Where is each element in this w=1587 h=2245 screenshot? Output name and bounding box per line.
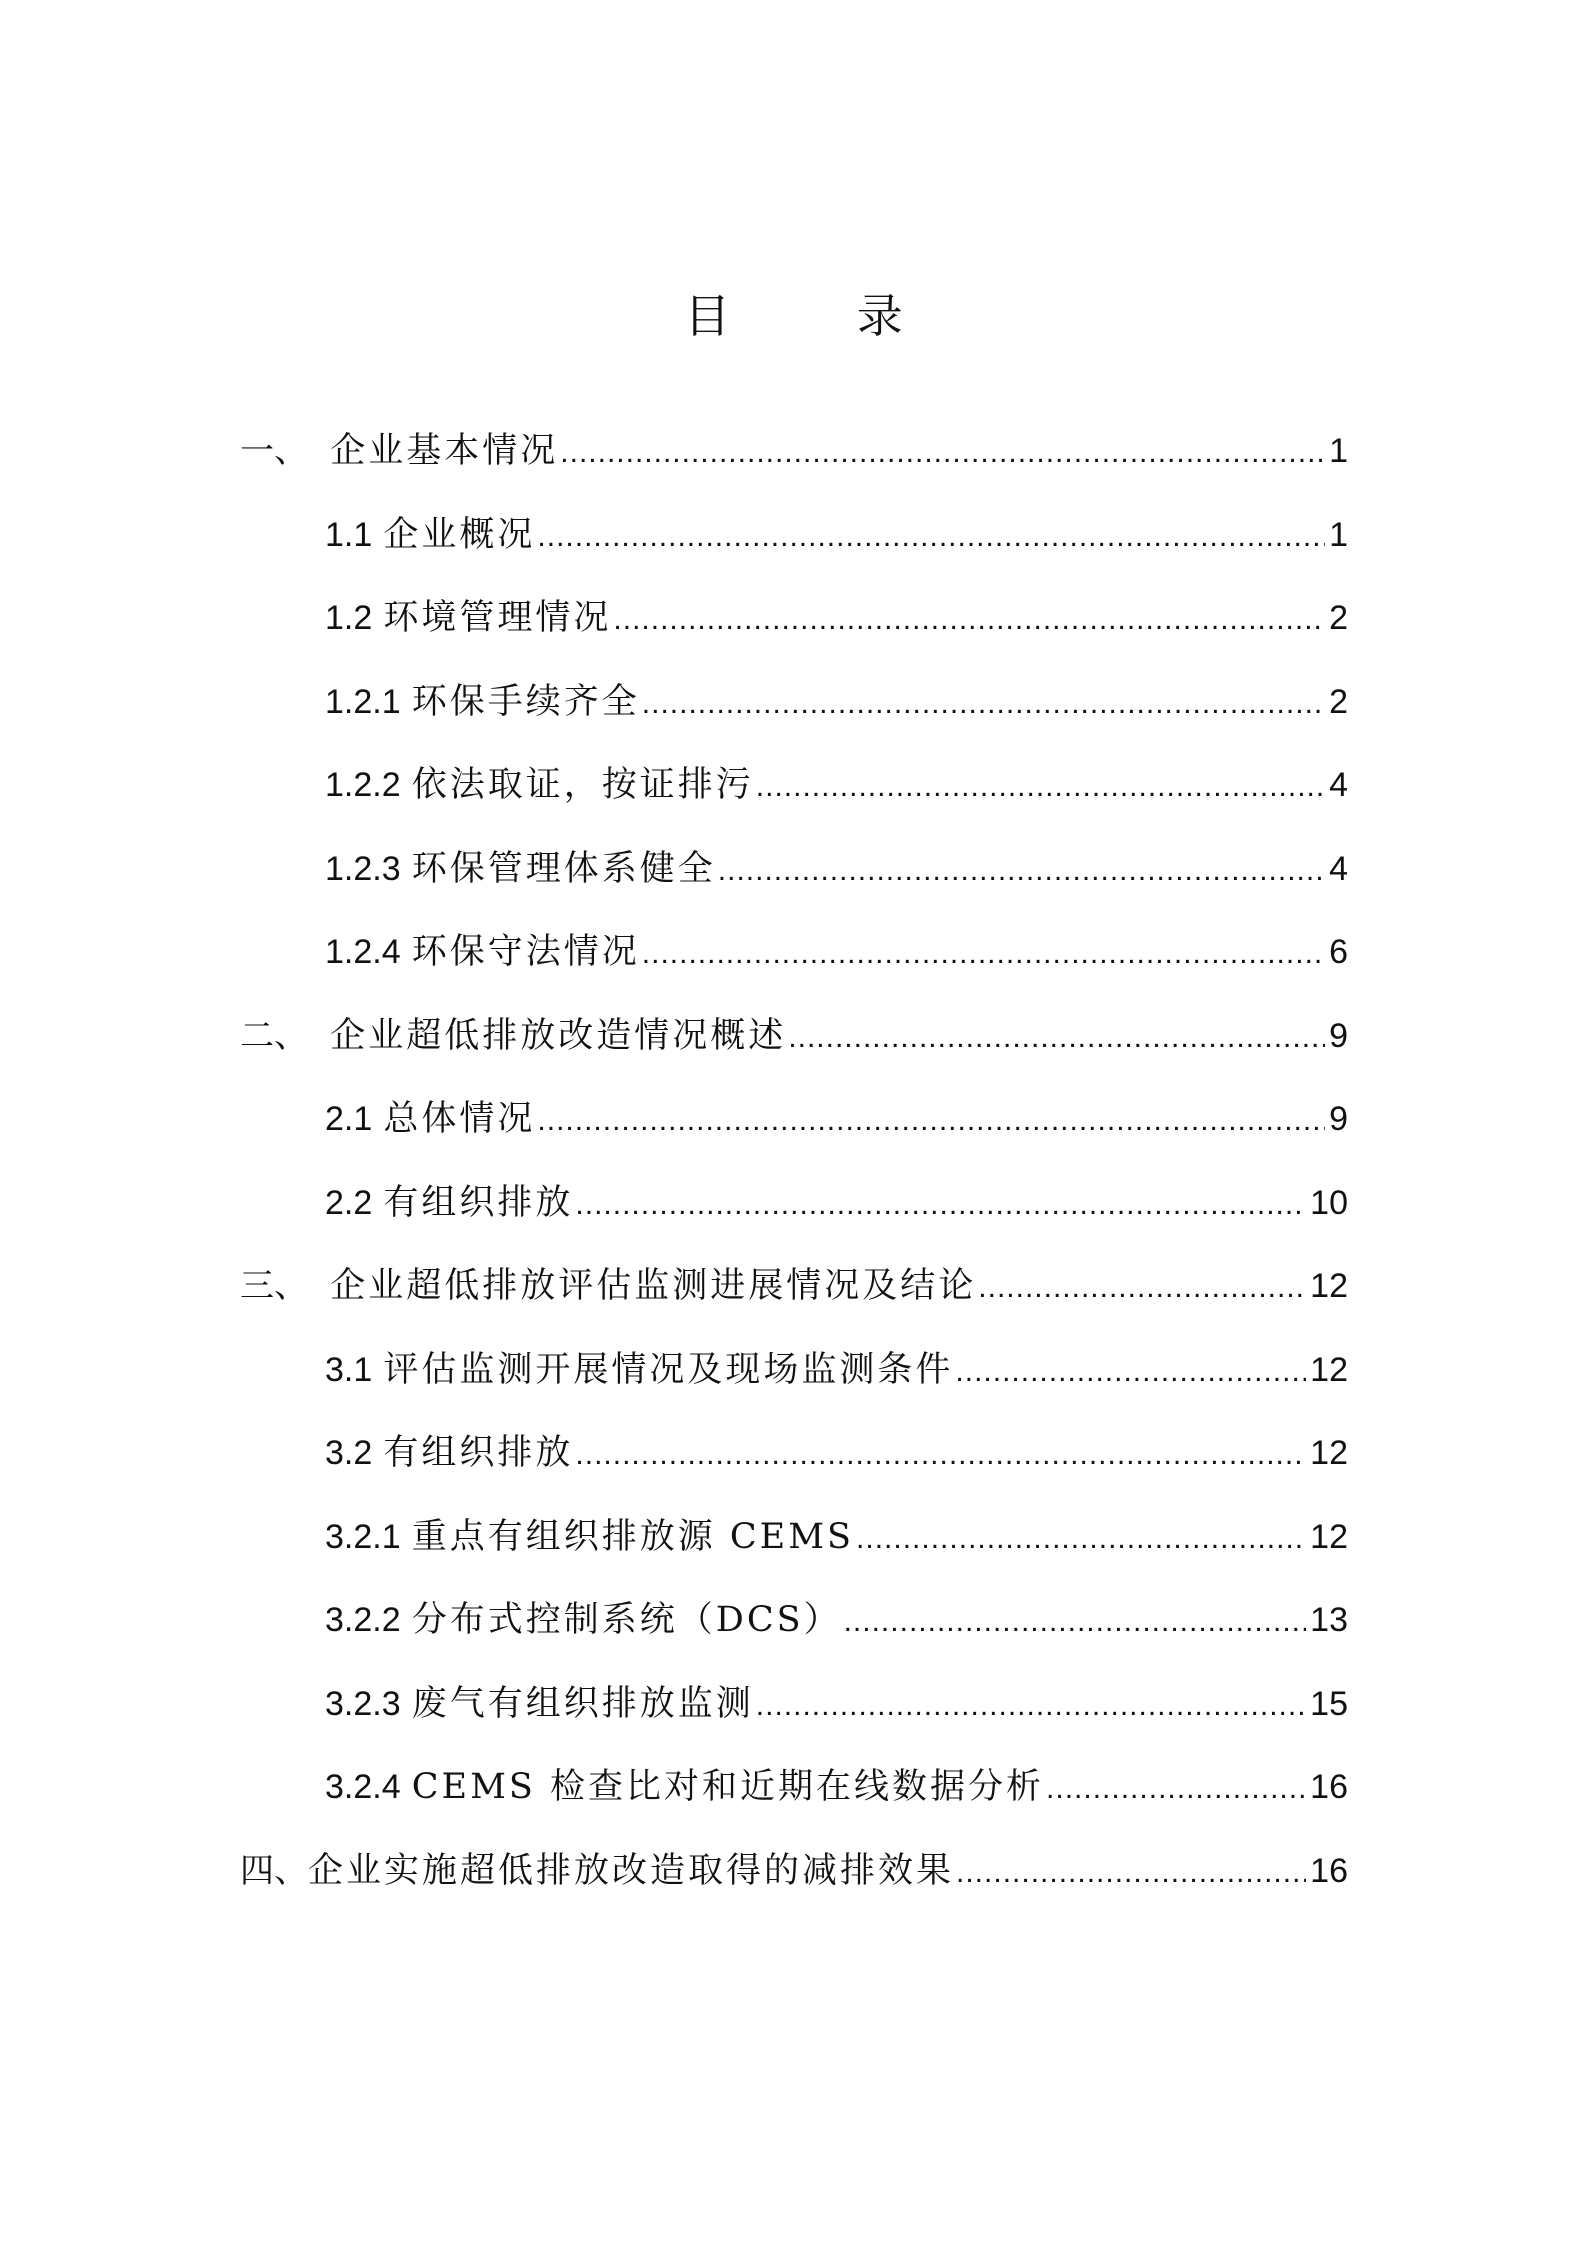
toc-entry-separator — [308, 995, 330, 1079]
toc-dot-leader — [955, 1330, 1306, 1414]
toc-page-number: 1 — [1329, 432, 1348, 470]
toc-page-number: 6 — [1329, 933, 1348, 971]
toc-entry-separator — [372, 1162, 383, 1246]
toc-dot-leader — [642, 662, 1325, 746]
toc-page-number: 12 — [1310, 1517, 1348, 1556]
toc-chapter-entry[interactable] — [240, 1830, 1348, 1914]
toc-section-entry[interactable] — [240, 577, 1348, 661]
toc-section-entry[interactable] — [240, 1579, 1348, 1663]
toc-entry-title: 依法取证，按证排污 — [411, 765, 754, 805]
toc-dot-leader — [856, 1497, 1306, 1581]
toc-entry-number: 四、 — [240, 1851, 308, 1890]
toc-entry-number: 1.2.1 — [325, 682, 401, 721]
toc-section-entry[interactable] — [240, 1496, 1348, 1580]
toc-page-number: 12 — [1310, 1434, 1348, 1472]
toc-dot-leader — [613, 578, 1325, 662]
toc-section-entry[interactable] — [240, 1078, 1348, 1162]
toc-page-number: 16 — [1310, 1851, 1348, 1890]
toc-dot-leader — [956, 1831, 1306, 1915]
toc-page-number: 9 — [1329, 1016, 1348, 1055]
toc-entry-title: 企业超低排放改造情况概述 — [330, 1015, 787, 1056]
toc-entry-title: CEMS 检查比对和近期在线数据分析 — [411, 1767, 1045, 1807]
toc-section-entry[interactable] — [240, 1746, 1348, 1830]
toc-entry-separator — [401, 828, 412, 912]
toc-entry-title: 分布式控制系统（DCS） — [411, 1600, 842, 1640]
toc-chapter-entry[interactable] — [240, 995, 1348, 1079]
toc-entry-separator — [372, 1329, 383, 1413]
toc-entry-number: 1.2.3 — [325, 849, 401, 888]
toc-entry-separator — [308, 410, 330, 494]
toc-entry-number: 一、 — [240, 432, 308, 470]
toc-entry-number: 3.2.1 — [325, 1517, 401, 1556]
toc-page-number: 12 — [1310, 1350, 1348, 1389]
toc-entry-separator — [401, 661, 412, 745]
toc-entry-title: 环保管理体系健全 — [411, 848, 716, 889]
toc-section-entry[interactable] — [240, 744, 1348, 828]
toc-entry-number: 2.2 — [325, 1183, 373, 1222]
toc-page-number: 9 — [1329, 1100, 1348, 1138]
toc-entry-separator — [372, 494, 383, 578]
toc-entry-title: 废气有组织排放监测 — [411, 1683, 754, 1724]
toc-section-entry[interactable] — [240, 494, 1348, 578]
toc-page-number: 1 — [1329, 515, 1348, 554]
toc-page-number: 13 — [1310, 1601, 1348, 1639]
toc-section-entry[interactable] — [240, 1329, 1348, 1413]
table-of-contents — [240, 410, 1348, 1913]
toc-entry-number: 3.2.4 — [325, 1768, 401, 1806]
toc-dot-leader — [1046, 1747, 1306, 1831]
toc-section-entry[interactable] — [240, 828, 1348, 912]
toc-dot-leader — [575, 1163, 1306, 1247]
toc-entry-title: 评估监测开展情况及现场监测条件 — [383, 1349, 954, 1390]
toc-section-entry[interactable] — [240, 1162, 1348, 1246]
toc-page-number: 4 — [1329, 849, 1348, 888]
toc-entry-title: 企业超低排放评估监测进展情况及结论 — [330, 1266, 977, 1306]
toc-entry-number: 3.2 — [325, 1434, 373, 1472]
toc-dot-leader — [844, 1580, 1307, 1664]
toc-entry-separator — [401, 911, 412, 995]
toc-entry-title: 环境管理情况 — [383, 598, 612, 638]
toc-entry-number: 2.1 — [325, 1100, 373, 1138]
toc-chapter-entry[interactable] — [240, 1245, 1348, 1329]
toc-entry-separator — [401, 1746, 412, 1830]
toc-entry-separator — [308, 1245, 330, 1329]
toc-chapter-entry[interactable] — [240, 410, 1348, 494]
toc-dot-leader — [788, 996, 1325, 1080]
toc-entry-title: 企业实施超低排放改造取得的减排效果 — [308, 1850, 955, 1891]
toc-page-number: 2 — [1329, 599, 1348, 637]
toc-entry-title: 重点有组织排放源 CEMS — [411, 1516, 855, 1557]
toc-entry-number: 三、 — [240, 1267, 308, 1305]
toc-dot-leader — [756, 745, 1325, 829]
toc-entry-separator — [372, 1412, 383, 1496]
toc-dot-leader — [642, 912, 1325, 996]
toc-entry-number: 1.1 — [325, 515, 373, 554]
toc-entry-separator — [401, 1496, 412, 1580]
toc-page-number: 4 — [1329, 766, 1348, 804]
toc-page-number: 16 — [1310, 1768, 1348, 1806]
toc-entry-number: 3.2.3 — [325, 1684, 401, 1723]
toc-entry-separator — [401, 1579, 412, 1663]
toc-dot-leader — [756, 1664, 1306, 1748]
toc-entry-title: 企业概况 — [383, 514, 536, 555]
toc-entry-number: 二、 — [240, 1016, 308, 1055]
toc-entry-number: 1.2.4 — [325, 933, 401, 971]
toc-entry-separator — [372, 1078, 383, 1162]
toc-dot-leader — [575, 1413, 1306, 1497]
toc-page-number: 12 — [1310, 1267, 1348, 1305]
toc-entry-separator — [401, 744, 412, 828]
toc-entry-title: 总体情况 — [383, 1099, 536, 1139]
toc-dot-leader — [978, 1246, 1306, 1330]
toc-dot-leader — [560, 411, 1325, 495]
page-title: 目 录 — [684, 289, 959, 343]
toc-section-entry[interactable] — [240, 1663, 1348, 1747]
toc-section-entry[interactable] — [240, 911, 1348, 995]
toc-entry-number: 3.2.2 — [325, 1601, 401, 1639]
toc-page-number: 10 — [1310, 1183, 1348, 1222]
toc-entry-separator — [372, 577, 383, 661]
toc-page-number: 2 — [1329, 682, 1348, 721]
toc-dot-leader — [537, 495, 1325, 579]
toc-entry-number: 1.2.2 — [325, 766, 401, 804]
toc-dot-leader — [537, 1079, 1325, 1163]
toc-entry-title: 环保手续齐全 — [411, 681, 640, 722]
toc-entry-number: 1.2 — [325, 599, 373, 637]
toc-entry-title: 有组织排放 — [383, 1433, 574, 1473]
toc-entry-title: 企业基本情况 — [330, 431, 559, 471]
toc-entry-title: 环保守法情况 — [411, 932, 640, 972]
toc-entry-number: 3.1 — [325, 1350, 373, 1389]
toc-entry-title: 有组织排放 — [383, 1182, 574, 1223]
toc-page-number: 15 — [1310, 1684, 1348, 1723]
toc-section-entry[interactable] — [240, 1412, 1348, 1496]
toc-entry-separator — [401, 1663, 412, 1747]
toc-section-entry[interactable] — [240, 661, 1348, 745]
toc-dot-leader — [718, 829, 1325, 913]
